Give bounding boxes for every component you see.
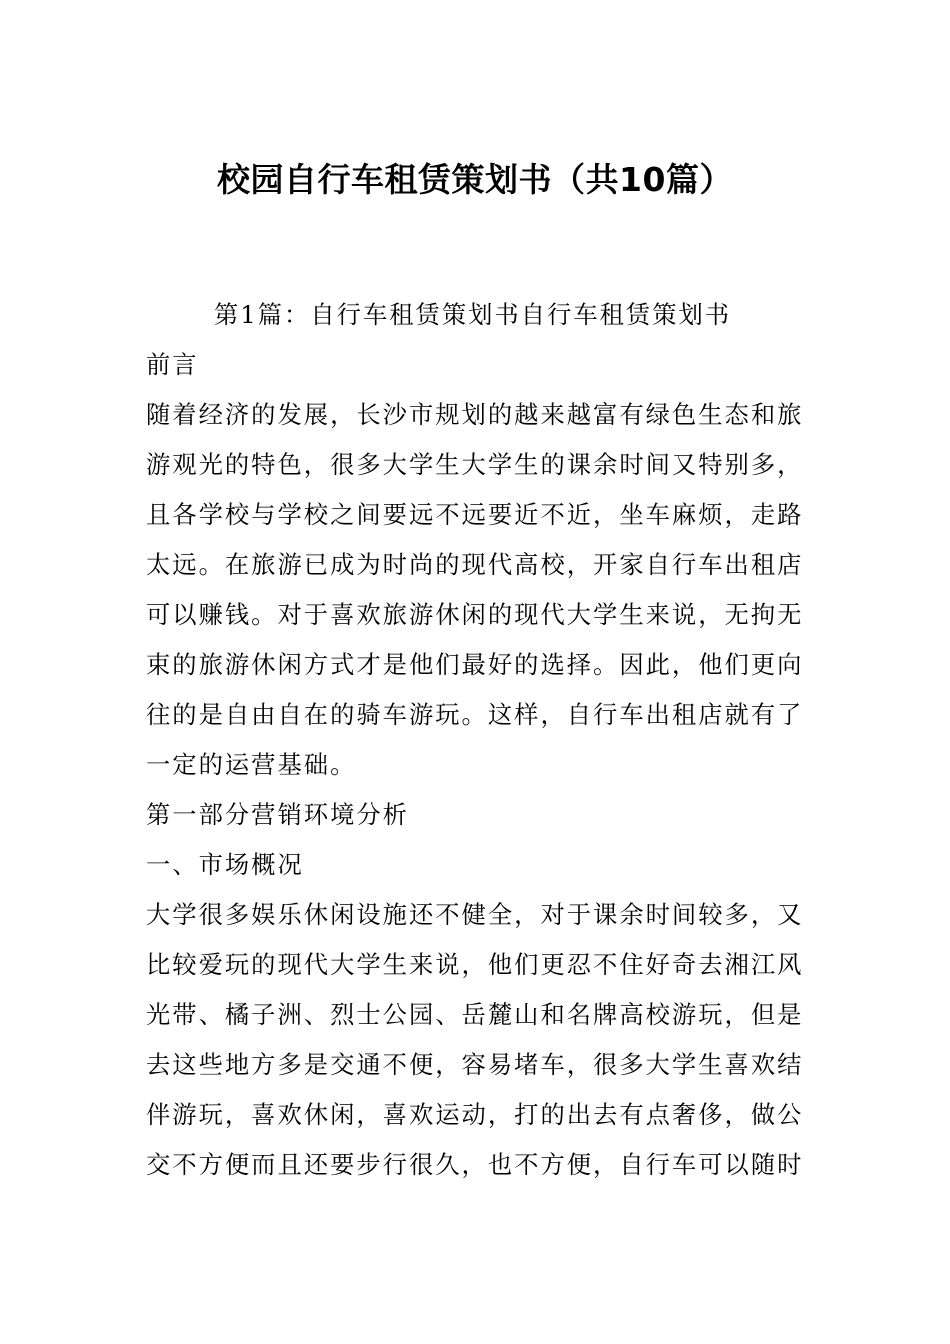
document-body bbox=[146, 290, 810, 1190]
document-title: 校园自行车租赁策划书（共10篇） bbox=[217, 160, 733, 199]
market-overview-paragraph: 大学很多娱乐休闲设施还不健全，对于课余时间较多，又比较爱玩的现代大学生来说，他们更忍不住好奇去湘江风光带、橘子洲、烈士公园、岳麓山和名牌高校游玩，但是去这些地方多是交通不便，容易堵车，很多大学生喜欢结伴游玩，喜欢休闲，喜欢运动，打的出去有点奢侈，做公交不方便而且还要步行很久，也不方便，自行车可以随时 bbox=[146, 900, 804, 1179]
section-heading: 第1篇：自行车租赁策划书自行车租赁策划书 bbox=[214, 300, 732, 329]
preface-paragraph: 随着经济的发展，长沙市规划的越来越富有绿色生态和旅游观光的特色，很多大学生大学生的课余时间又特别多，且各学校与学校之间要远不远要近不近，坐车麻烦，走路太远。在旅游已成为时尚的现代高校，开家自行车出租店可以赚钱。对于喜欢旅游休闲的现代大学生来说，无拘无束的旅游休闲方式才是他们最好的选择。因此，他们更向往的是自由自在的骑车游玩。这样，自行车出租店就有了一定的运营基础。 bbox=[146, 400, 804, 779]
preface-heading: 前言 bbox=[146, 350, 199, 379]
market-overview-heading: 一、市场概况 bbox=[146, 850, 304, 879]
part-one-heading: 第一部分营销环境分析 bbox=[146, 800, 409, 829]
